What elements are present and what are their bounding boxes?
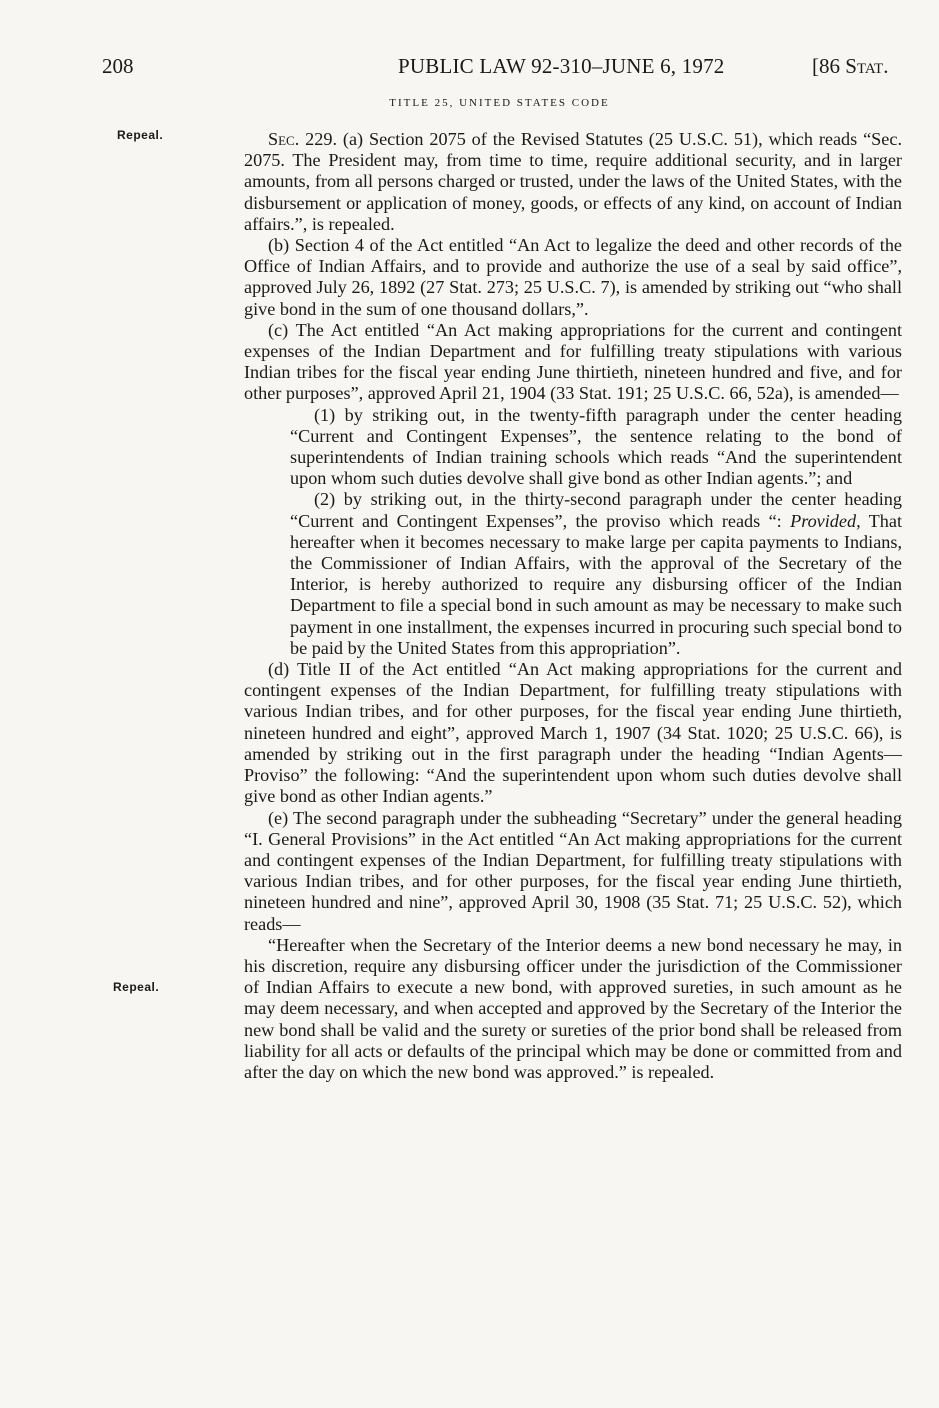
page-title: PUBLIC LAW 92-310–JUNE 6, 1972: [398, 54, 725, 78]
section-label: Sec. 229.: [268, 129, 337, 149]
code-subheading: TITLE 25, UNITED STATES CODE: [389, 97, 610, 109]
subsection-c: (c) The Act entitled “An Act making appropriations for the current and contingent expenses of the Indian Department and for fulfilling treaty stipulations with various Indian tribes for the fiscal year ending June thirtieth, nineteen hundred and five, and for other purposes”, approved April 21, 1904 (33 Stat. 191; 25 U.S.C. 66, 52a), is amended—: [244, 319, 902, 404]
c2-post: That hereafter when it becomes necessary to make large per capita payments to Indians, the Commissioner of Indian Affairs, with the approval of the Secretary of the Interior, is hereby authorized to require any disbursing officer of the Indian Department to file a special bond in such amount as may be necessary to make such payment in one installment, the expenses incurred in procuring such special bond to be paid by the United States from this appropriation”.: [290, 510, 902, 658]
subsection-e: (e) The second paragraph under the subheading “Secretary” under the general heading “I. General Provisions” in the Act entitled “An Act making appropriations for the current and contingent expenses of the Indian Department, for fulfilling treaty stipulations with various Indian tribes, and for other purposes, for the fiscal year ending June thirtieth, nineteen hundred and nine”, approved April 30, 1908 (35 Stat. 71; 25 U.S.C. 52), which reads—: [244, 807, 902, 934]
subsection-a-text: (a) Section 2075 of the Revised Statutes (25 U.S.C. 51), which reads “Sec. 2075. The President may, from time to time, require additional security, and in larger amounts, from all persons charged or trusted, under the laws of the United States, with the disbursement or application of money, goods, or effects of any kind, on account of Indian affairs.”, is repealed.: [244, 129, 902, 234]
c2-pre: (2) by striking out, in the thirty-second paragraph under the center heading “Current and Contingent Expenses”, the proviso which reads “:: [290, 489, 902, 531]
margin-note-repeal: Repeal.: [117, 128, 164, 142]
subsection-a: [244, 129, 902, 235]
subsection-d: (d) Title II of the Act entitled “An Act making appropriations for the current and contingent expenses of the Indian Department, for fulfilling treaty stipulations with various Indian tribes, and for other purposes, for the fiscal year ending June thirtieth, nineteen hundred and eight”, approved March 1, 1907 (34 Stat. 1020; 25 U.S.C. 66), is amended by striking out in the first paragraph under the heading “Indian Agents—Proviso” the following: “And the superintendent upon whom such duties devolve shall give bond as other Indian agents.”: [244, 659, 902, 807]
c2-italic: Provided,: [790, 510, 861, 531]
paragraph-c2: [290, 489, 902, 659]
paragraph-c1: (1) by striking out, in the twenty-fifth paragraph under the center heading “Current and Contingent Expenses”, the sentence relating to the bond of superintendents of Indian training schools which reads “And the superintendent upon whom such duties devolve shall give bond as other Indian agents.”; and: [290, 404, 902, 489]
statute-reference: [86 Stat.: [812, 54, 889, 78]
margin-note-repeal: Repeal.: [113, 980, 160, 994]
running-header: [0, 54, 939, 84]
section-body: [244, 129, 902, 1083]
subsection-e-quote: “Hereafter when the Secretary of the Interior deems a new bond necessary he may, in his discretion, require any disbursing officer under the jurisdiction of the Commissioner of Indian Affairs to execute a new bond, with approved sureties, in such amount as he may deem necessary, and when accepted and approved by the Secretary of the Interior the new bond shall be valid and the surety or sureties of the prior bond shall be released from liability for all acts or defaults of the principal which may be done or committed from and after the day on which the new bond was approved.” is repealed.: [244, 934, 902, 1082]
subsection-b: (b) Section 4 of the Act entitled “An Act to legalize the deed and other records of the Office of Indian Affairs, and to provide and authorize the use of a seal by said office”, approved July 26, 1892 (27 Stat. 273; 25 U.S.C. 7), is amended by striking out “who shall give bond in the sum of one thousand dollars,”.: [244, 235, 902, 319]
page-number: 208: [102, 54, 134, 78]
